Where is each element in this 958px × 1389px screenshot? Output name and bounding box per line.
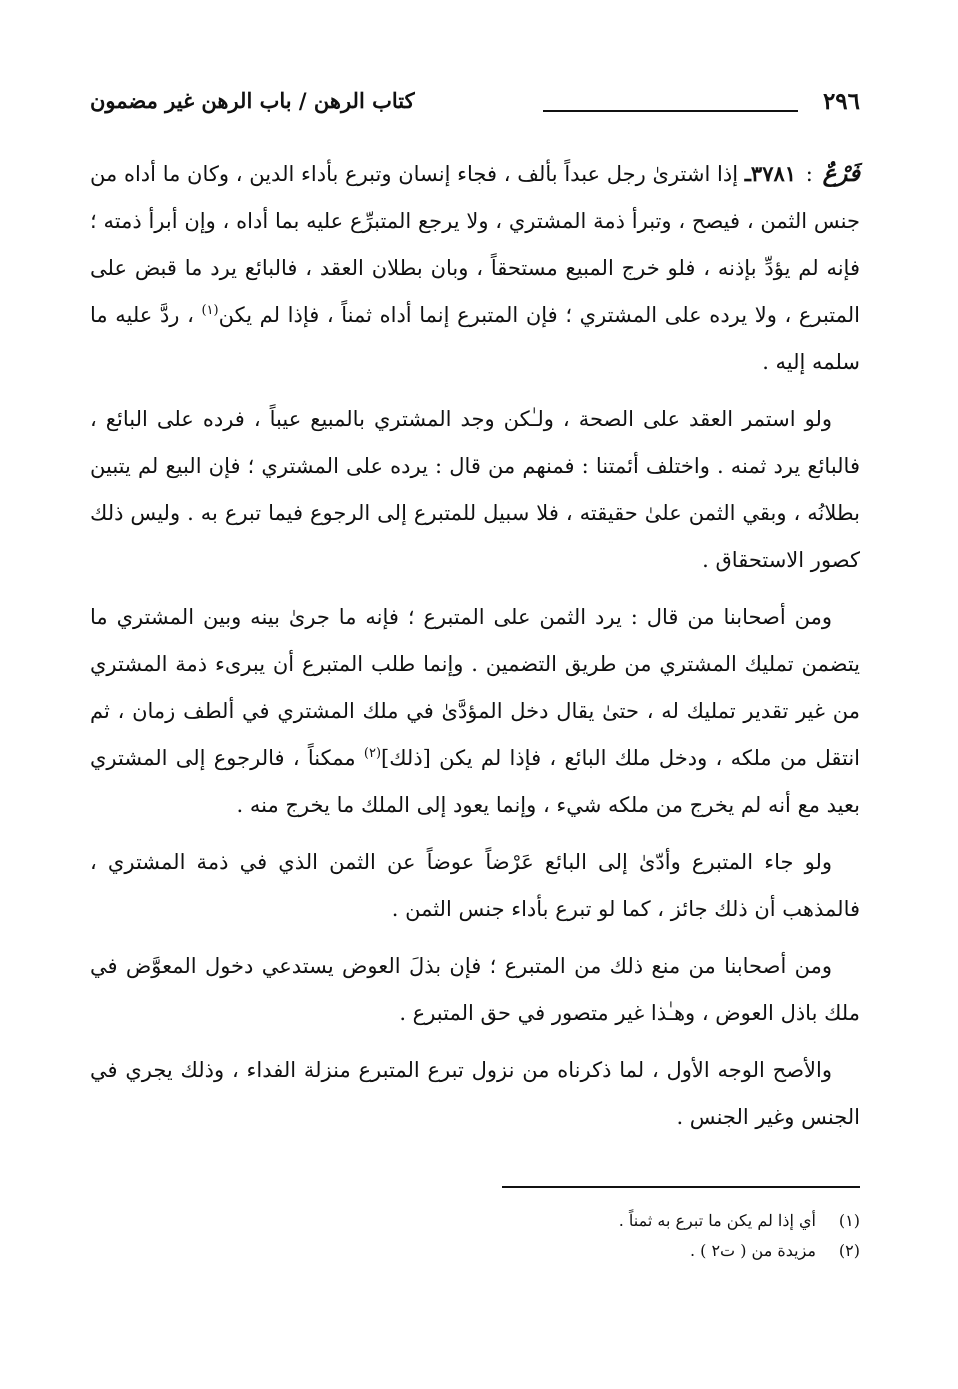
paragraph-1: [90, 150, 860, 386]
paragraph-6: والأصح الوجه الأول ، لما ذكرناه من نزول تبرع المتبرع منزلة الفداء ، وذلك يجري في الجنس وغير الجنس .: [90, 1058, 860, 1129]
page-number: ٢٩٦: [822, 88, 860, 115]
paragraph-2: ولو استمر العقد على الصحة ، ولـٰكن وجد المشتري بالمبيع عيباً ، فرده على البائع ، فالبائع يرد ثمنه . واختلف أئمتنا : فمنهم من قال : يرده على المشتري ؛ فإن البيع لم يتبين بطلانُه ، وبقي الثمن علىٰ حقيقته ، فلا سبيل للمتبرع إلى الرجوع فيما تبرع به . وليس ذلك كصور الاستحقاق .: [90, 407, 860, 572]
paragraph-3: [90, 594, 860, 829]
header-rule: [543, 110, 798, 112]
footnote-2-text: مزيدة من ( ت٢ ) .: [689, 1241, 816, 1260]
page-header: [90, 88, 860, 124]
footnotes: [90, 1206, 860, 1266]
footnote-1: [90, 1206, 860, 1236]
paragraph-3-text-a: ومن أصحابنا من قال : يرد الثمن على المتبرع ؛ فإنه ما جرىٰ بينه وبين المشتري ما يتضمن تمليك المشتري من طريق التضمين . وإنما طلب المتبرع أن يبرىء ذمة المشتري من غير تقدير تمليك له ، حتىٰ يقال دخل المؤدَّىٰ في ملك المشتري في ألطف زمان ، ثم انتقل من ملكه ، ودخل ملك البائع ، فإذا لم يكن [ذلك]: [90, 605, 861, 770]
running-title: كتاب الرهن / باب الرهن غير مضمون: [90, 88, 415, 113]
footnote-1-number: (١): [838, 1211, 860, 1230]
footnote-marker-1: (١): [201, 303, 219, 318]
main-text: [90, 150, 860, 1151]
paragraph-4: ولو جاء المتبرع وأدّىٰ إلى البائع عَرْضاً عوضاً عن الثمن الذي في ذمة المشتري ، فالمذهب أن ذلك جائز ، كما لو تبرع بأداء جنس الثمن .: [90, 850, 860, 921]
paragraph-3-text-b: ممكناً ، فالرجوع إلى المشتري بعيد مع أنه لم يخرج من ملكه شيء ، وإنما يعود إلى الملك ما يخرج منه .: [90, 746, 860, 817]
paragraph-1-text-a: إذا اشترىٰ رجل عبداً بألف ، فجاء إنسان وتبرع بأداء الدين ، وكان ما أداه من جنس الثمن ، فيصح ، وتبرأ ذمة المشتري ، ولا يرجع المتبرِّع عليه بما أداه ، وإن أبرأ ذمته ؛ فإنه لم يؤدِّ بإذنه ، فلو خرج المبيع مستحقاً ، وبان بطلان العقد ، فالبائع يرد ما قبض على المتبرع ، ولا يرده على المشتري ؛ فإن المتبرع إنما أداه ثمناً ، فإذا لم يكن: [90, 162, 861, 327]
footnote-2-number: (٢): [838, 1241, 860, 1260]
footnote-2: [90, 1236, 860, 1266]
section-heading-far3: فَرْعٌ: [822, 160, 860, 187]
footnote-separator: [502, 1186, 860, 1188]
heading-separator: :: [799, 162, 820, 186]
issue-number: ٣٧٨١ـ: [744, 161, 797, 186]
footnote-marker-2: (٢): [363, 746, 382, 761]
paragraph-1-text-b: ، ردَّ عليه ما سلمه إليه .: [90, 303, 860, 374]
footnote-1-text: أي إذا لم يكن ما تبرع به ثمناً .: [618, 1211, 816, 1230]
paragraph-5: ومن أصحابنا من منع ذلك من المتبرع ؛ فإن بذلَ العوض يستدعي دخول المعوَّض في ملك باذل العوض ، وهـٰذا غير متصور في حق المتبرع .: [90, 954, 860, 1025]
book-page: [90, 80, 860, 1310]
